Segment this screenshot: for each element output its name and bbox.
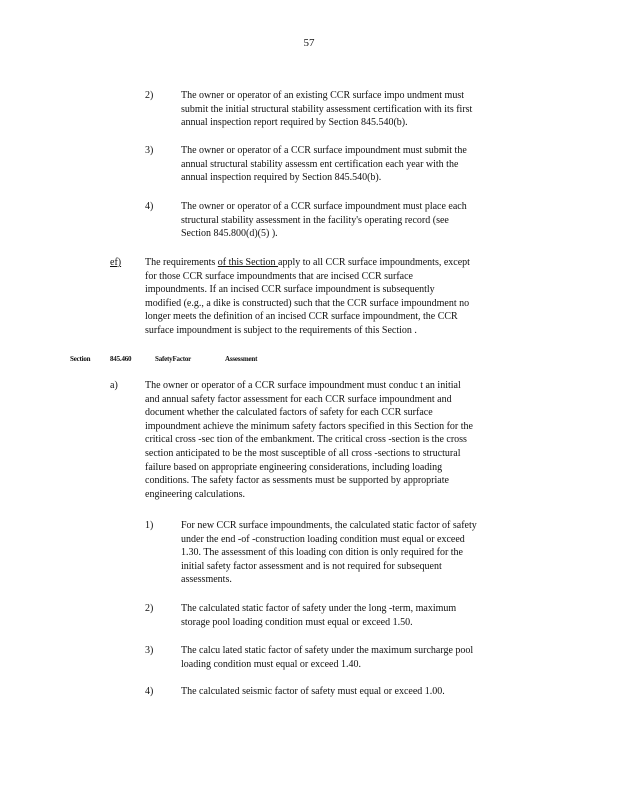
text-line: assessments.: [181, 574, 232, 586]
text-line: submit the initial structural stability assessment certification with its first: [181, 103, 473, 115]
text-line: and annual safety factor assessment for each CCR surface impoundment and: [145, 393, 452, 405]
text-line: critical cross -sec tion of the embankment. The critical cross -section is the cross: [145, 434, 467, 446]
paragraph-label: ef): [110, 257, 122, 268]
item-label: 3): [145, 145, 154, 156]
text-line: loading condition must equal or exceed 1.40.: [181, 658, 361, 670]
item-label: 4): [145, 201, 154, 212]
text-line: The calculated seismic factor of safety must equal or exceed 1.00.: [181, 686, 445, 697]
text-line: longer meets the definition of an incised CCR surface impoundment, the CCR: [145, 311, 458, 323]
text-line: section anticipated to be the most susceptible of all cross -sections to structural: [145, 447, 461, 459]
text-line: document whether the calculated factors of safety for each CCR surface: [145, 407, 433, 419]
text-line: annual inspection report required by Section 845.540(b).: [181, 117, 408, 129]
text-line: failure based on appropriate engineering considerations, including loading: [145, 461, 443, 473]
text-line: annual inspection required by Section 845.540(b).: [181, 172, 382, 184]
section-heading: [70, 353, 257, 367]
text-line: under the end -of -construction loading condition must equal or exceed: [181, 533, 465, 545]
paragraph-text: [145, 379, 473, 501]
text-line: The owner or operator of a CCR surface impoundment must place each: [181, 201, 467, 212]
item-text: [181, 519, 477, 587]
text-line: engineering calculations.: [145, 488, 245, 500]
text-line: initial safety factor assessment and is not required for subsequent: [181, 560, 442, 572]
item-text: [181, 602, 456, 629]
item-label: 3): [145, 645, 154, 656]
paragraph-text: [145, 256, 470, 338]
text-line: The calcu lated static factor of safety under the maximum surcharge pool: [181, 645, 474, 656]
text-line: The calculated static factor of safety under the long -term, maximum: [181, 603, 457, 614]
item-text: [181, 200, 467, 241]
text-line: for those CCR surface impoundments that are incised CCR surface: [145, 270, 413, 282]
text-line: For new CCR surface impoundments, the calculated static factor of safety: [181, 520, 477, 531]
text-line: surface impoundment is subject to the requirements of this Section .: [145, 324, 417, 336]
text-line: impoundments. If an incised CCR surface impoundment is subsequently: [145, 284, 435, 296]
item-text: [181, 644, 473, 671]
item-label: 4): [145, 686, 154, 697]
text-line: The requirements of this Section apply to all CCR surface impoundments, except: [145, 257, 470, 268]
text-line: modified (e.g., a dike is constructed) such that the CCR surface impoundment no: [145, 297, 470, 309]
section-number: 845.460: [110, 355, 132, 363]
page-number: 57: [303, 37, 315, 49]
text-line: The owner or operator of an existing CCR surface impo undment must: [181, 90, 464, 101]
paragraph-label: a): [110, 380, 118, 391]
inserted-text: of this Section: [217, 257, 279, 268]
text-line: impoundment achieve the minimum safety factors specified in this Section for the: [145, 420, 473, 432]
text-line: conditions. The safety factor as sessments must be supported by appropriate: [145, 475, 449, 487]
item-text: [181, 685, 445, 699]
section-word: Section: [70, 355, 91, 363]
text-line: The owner or operator of a CCR surface impoundment must submit the: [181, 145, 467, 156]
text-line: Section 845.800(d)(5) ).: [181, 228, 278, 240]
text-line: annual structural stability assessm ent certification each year with the: [181, 158, 459, 170]
section-title-b: Assessment: [225, 355, 258, 363]
text-line: The owner or operator of a CCR surface impoundment must conduc t an initial: [145, 380, 461, 391]
section-title-a: SafetyFactor: [155, 355, 192, 363]
item-label: 2): [145, 603, 154, 614]
text-line: structural stability assessment in the facility's operating record (see: [181, 214, 449, 226]
text-line: storage pool loading condition must equal or exceed 1.50.: [181, 616, 413, 628]
item-text: [181, 89, 472, 130]
item-label: 2): [145, 90, 154, 101]
text-line: 1.30. The assessment of this loading con dition is only required for the: [181, 547, 463, 559]
item-label: 1): [145, 520, 154, 531]
item-text: [181, 144, 467, 185]
